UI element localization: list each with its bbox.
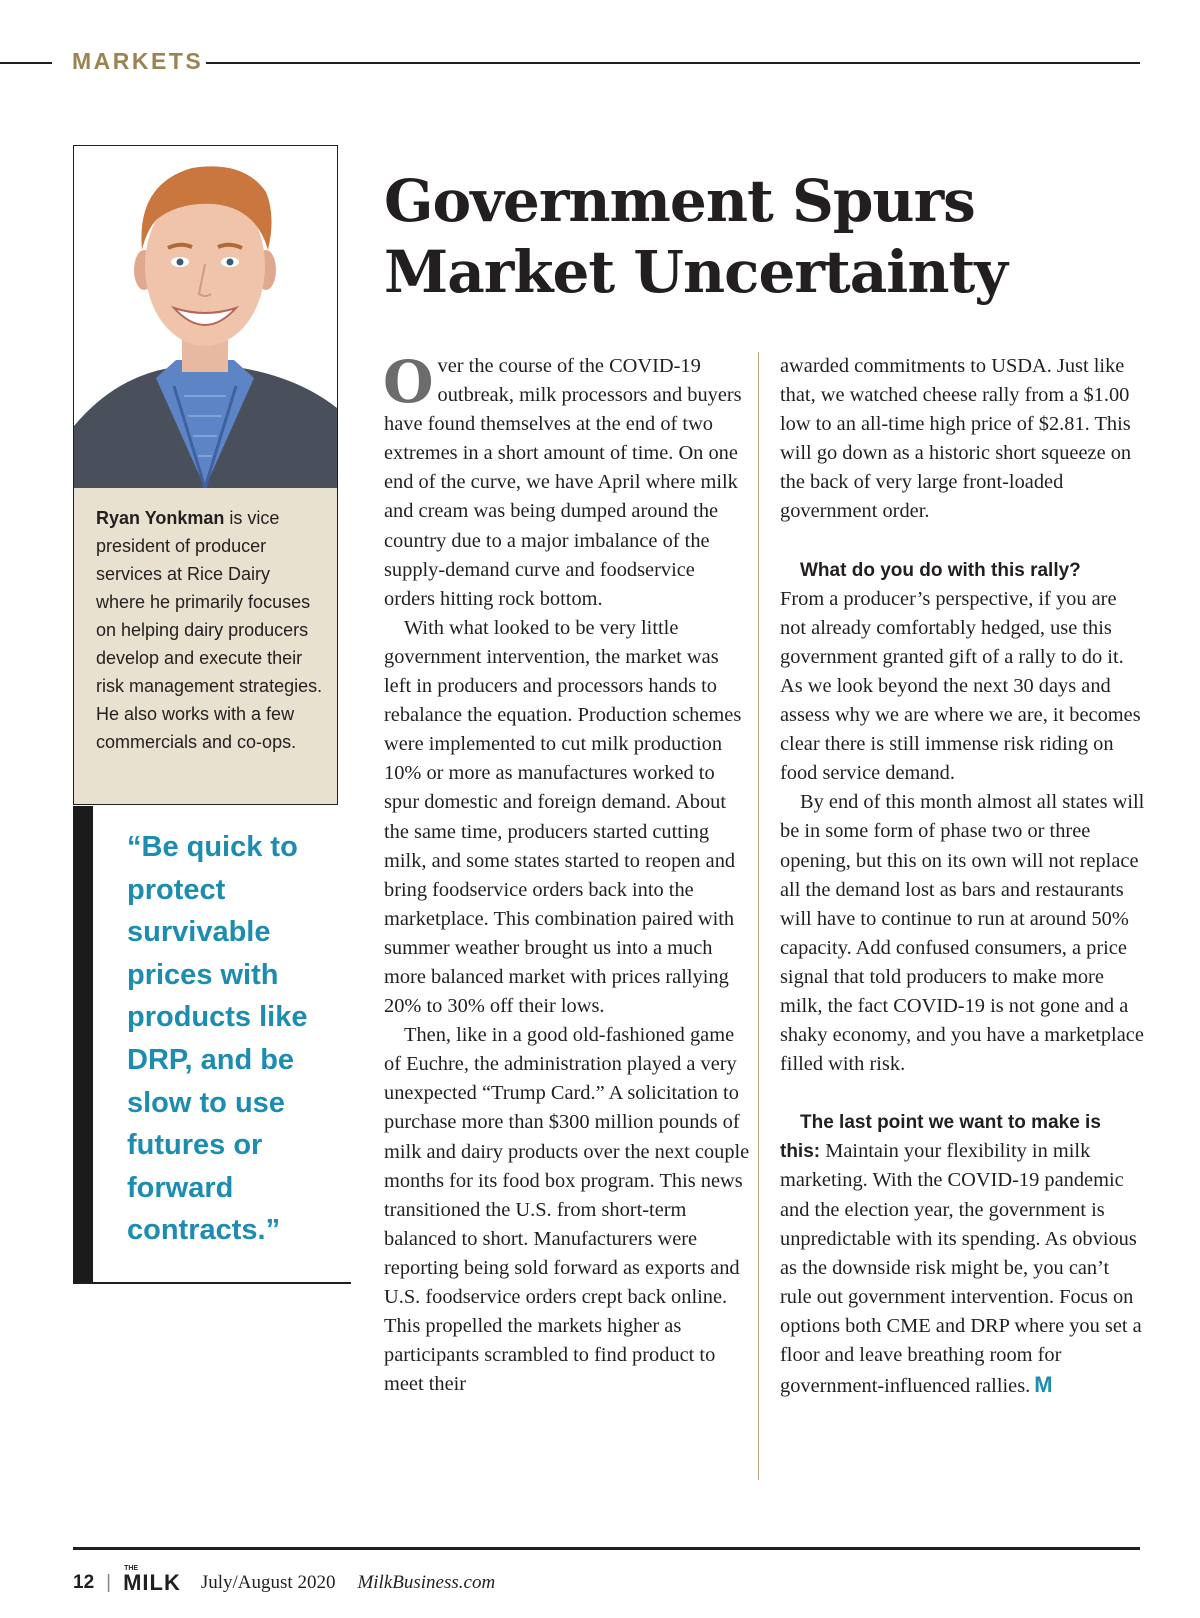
author-bio-text: is vice president of producer services at Rice Dairy where he primarily focuses on helping dairy producers develop and execute their risk management strategies. He also works with a few commercials and co-ops. — [96, 508, 323, 752]
paragraph-7-text: Maintain your flexibility in milk marketing. With the COVID-19 pandemic and the election year, the government is unpredictable with its spending. As obvious as the downside risk might be, you can’t rule out government intervention. Focus on options both CME and DRP where you set a floor and leave breathing room for government-influenced rallies. — [780, 1140, 1142, 1398]
paragraph-spacer — [780, 527, 1146, 556]
paragraph-2: With what looked to be very little government intervention, the market was left in producers and processors hands to rebalance the equation. Production schemes were implemented to cut milk production 10% or more as manufactures worked to spur domestic and foreign demand. About the same time, producers started cutting milk, and some states started to reopen and bring foodservice orders back into the marketplace. This combination paired with summer weather brought us into a much more balanced market with prices rallying 20% to 30% off their lows. — [384, 616, 742, 1018]
page-number: 12 — [73, 1572, 95, 1593]
subhead-2: The last point we want to make is this: — [780, 1112, 1101, 1163]
paragraph-7 — [780, 1108, 1146, 1401]
paragraph-1 — [383, 348, 750, 614]
paragraph-3: Then, like in a good old-fashioned game of Euchre, the administration played a very unexpected “Trump Card.” A solicitation to purchase more than $300 million pounds of milk and dairy products over the next couple months for its food box program. This news transitioned the U.S. from short-term balanced to short. Manufacturers were reporting being sold forward as exports and U.S. foodservice orders crept back online. This propelled the markets higher as participants scrambled to find product to meet their — [384, 1024, 750, 1396]
article-column-1 — [383, 348, 750, 1399]
footer-rule — [73, 1547, 1140, 1550]
article-column-2 — [780, 352, 1146, 1401]
magazine-logo-prefix: THE — [124, 1565, 139, 1572]
section-rule-right — [206, 62, 1140, 64]
page-footer — [73, 1565, 496, 1598]
author-photo — [74, 146, 337, 488]
author-name: Ryan Yonkman — [96, 508, 225, 528]
paragraph-5: From a producer’s perspective, if you are not already comfortably hedged, use this government granted gift of a rally to do it. As we look beyond the next 30 days and assess why we are where we are, it becomes clear there is still immense risk riding on food service demand. — [780, 587, 1141, 785]
pull-quote-box — [73, 806, 351, 1284]
author-bio — [96, 504, 324, 756]
paragraph-4: awarded commitments to USDA. Just like that, we watched cheese rally from a $1.00 low to an all-time high price of $2.81. This will go down as a historic short squeeze on the back of very large front-loaded government order. — [780, 355, 1132, 523]
paragraph-1-text: ver the course of the COVID-19 outbreak, milk processors and buyers have found themselves at the end of two extremes in a short amount of time. On one end of the curve, we have April where milk and cream was being dumped around the country due to a major imbalance of the supply-demand curve and foodservice orders hitting rock bottom. — [384, 355, 742, 610]
magazine-logo — [123, 1565, 181, 1596]
pull-quote: “Be quick to protect survivable prices with products like DRP, and be slow to use futures or forward contracts.” — [127, 831, 308, 1247]
headline-line-1: Government Spurs — [384, 167, 975, 235]
drop-cap: O — [383, 348, 434, 416]
paragraph-6: By end of this month almost all states will be in some form of phase two or three opening, but this on its own will not replace all the demand lost as bars and restaurants will have to continue to run at around 50% capacity. Add confused consumers, a price signal that told producers to make more milk, the fact COVID-19 is not gone and a shaky economy, and you have a marketplace filled with risk. — [780, 791, 1145, 1076]
website-link[interactable]: MilkBusiness.com — [357, 1572, 496, 1593]
paragraph-spacer — [780, 1079, 1146, 1108]
section-label: MARKETS — [72, 48, 204, 74]
footer-separator: | — [106, 1572, 112, 1593]
article-headline — [384, 166, 1124, 308]
section-header — [0, 46, 1140, 80]
end-mark-icon: M — [1034, 1372, 1053, 1398]
magazine-logo-text: MILK — [123, 1570, 181, 1595]
author-sidebar — [73, 145, 338, 805]
subhead-1-line — [780, 556, 1146, 585]
section-rule-left — [0, 62, 52, 64]
column-divider — [758, 352, 759, 1480]
issue-date: July/August 2020 — [200, 1572, 336, 1593]
author-portrait-image — [74, 146, 337, 488]
subhead-1: What do you do with this rally? — [800, 559, 1081, 581]
headline-line-2: Market Uncertainty — [384, 238, 1008, 306]
pull-quote-bar — [73, 806, 93, 1282]
